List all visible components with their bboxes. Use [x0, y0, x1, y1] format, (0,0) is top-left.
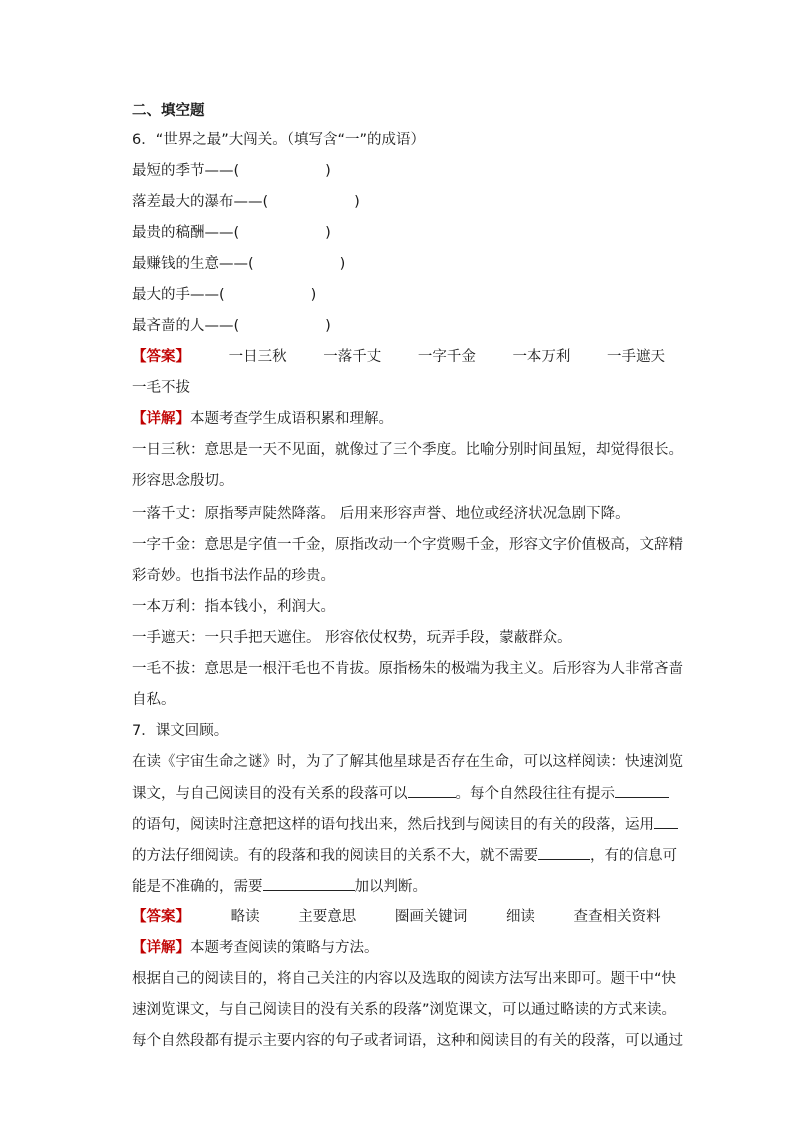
q6-answer-last: 一毛不拔: [132, 380, 190, 396]
answer-tag: 【答案】: [132, 909, 190, 925]
q6-explanation: 自私。: [132, 692, 176, 708]
q6-item: 落差最大的瀑布——( ): [132, 194, 360, 210]
fill-blank[interactable]: [263, 876, 355, 891]
q7-stem: 7．课文回顾。: [132, 723, 229, 739]
fill-blank[interactable]: [408, 783, 456, 798]
q6-item: 最短的季节——( ): [132, 163, 331, 179]
q6-explanation: 一日三秋：意思是一天不见面，就像过了三个季度。比喻分别时间虽短，却觉得很长。: [132, 442, 683, 458]
q7-detail: 【详解】本题考查阅读的策略与方法。: [132, 940, 379, 956]
q7-text-line: 能是不准确的，需要 加以判断。: [132, 876, 427, 897]
q6-explanation: 一本万利：指本钱小，利润大。: [132, 599, 335, 615]
q6-item: 最大的手——( ): [132, 287, 317, 303]
q6-explanation: 形容思念殷切。: [132, 473, 234, 489]
q6-item: 最贵的稿酬——( ): [132, 225, 331, 241]
fill-blank[interactable]: [538, 845, 590, 860]
q6-explanation: 彩奇妙。也指书法作品的珍贵。: [132, 568, 335, 584]
answer-tag: 【答案】: [132, 349, 190, 365]
q6-item: 最吝啬的人——( ): [132, 318, 331, 334]
fill-blank[interactable]: [654, 814, 678, 829]
q6-explanation: 一手遮天：一只手把天遮住。 形容依仗权势，玩弄手段，蒙蔽群众。: [132, 630, 572, 646]
q7-answer: 【答案】 略读 主要意思 圈画关键词 细读 查查相关资料: [132, 909, 661, 925]
q6-explanation: 一字千金：意思是字值一千金，原指改动一个字赏赐千金，形容文字价值极高，文辞精: [132, 537, 683, 553]
q7-text-line: 的方法仔细阅读。有的段落和我的阅读目的关系不大，就不需要 ，有的信息可: [132, 845, 677, 866]
detail-tag: 【详解】: [132, 940, 190, 956]
q6-detail: 【详解】本题考查学生成语积累和理解。: [132, 411, 393, 427]
q6-explanation: 一落千丈：原指琴声陡然降落。 后用来形容声誉、地位或经济状况急剧下降。: [132, 506, 630, 522]
q7-explanation: 根据自己的阅读目的，将自己关注的内容以及选取的阅读方法写出来即可。题干中“快: [132, 971, 677, 987]
q7-text-line: 在读《宇宙生命之谜》时，为了了解其他星球是否存在生命，可以这样阅读：快速浏览: [132, 754, 683, 770]
section-title: 二、填空题: [132, 103, 205, 119]
detail-tag: 【详解】: [132, 411, 190, 427]
q7-text-line: 的语句，阅读时注意把这样的语句找出来，然后找到与阅读目的有关的段落，运用: [132, 814, 678, 835]
q6-answer: 【答案】 一日三秋 一落千丈 一字千金 一本万利 一手遮天: [132, 349, 666, 365]
q6-stem: 6．“世界之最”大闯关。（填写含“一”的成语）: [132, 132, 426, 148]
q7-explanation: 速浏览课文，与自己阅读目的没有关系的段落”浏览课文，可以通过略读的方式来读。: [132, 1002, 677, 1018]
q6-explanation: 一毛不拔：意思是一根汗毛也不肯拔。原指杨朱的极端为我主义。后形容为人非常吝啬: [132, 661, 683, 677]
q7-explanation: 每个自然段都有提示主要内容的句子或者词语，这种和阅读目的有关的段落，可以通过: [132, 1033, 683, 1049]
fill-blank[interactable]: [615, 783, 669, 798]
q6-item: 最赚钱的生意——( ): [132, 256, 346, 272]
q7-text-line: 课文，与自己阅读目的没有关系的段落可以 。每个自然段往往有提示: [132, 783, 669, 804]
